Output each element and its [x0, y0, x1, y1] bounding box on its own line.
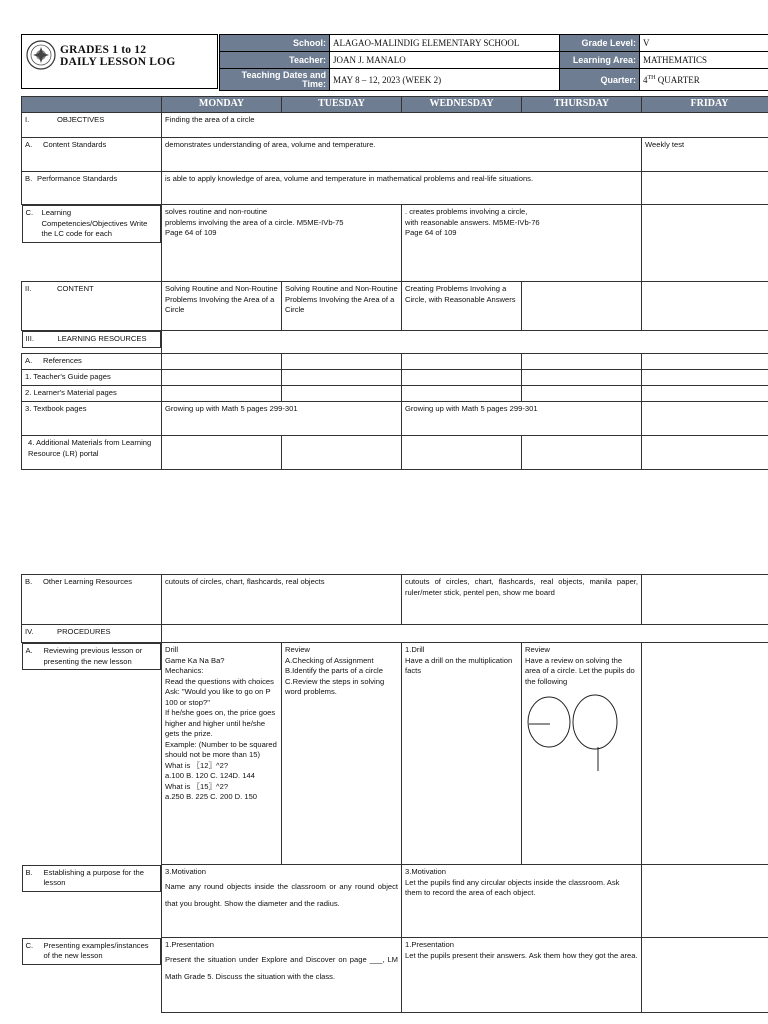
presenting-monday: [162, 938, 402, 1013]
day-friday: FRIDAY: [642, 97, 768, 113]
competencies-friday: [642, 205, 768, 282]
row-purpose: [22, 865, 768, 938]
procedures-label: IV. PROCEDURES: [22, 625, 162, 643]
competencies-label: C. Learning Competencies/Objectives Write the LC code for each: [22, 205, 162, 243]
lesson-table-part1: [21, 96, 768, 470]
reviewing-thursday: [522, 643, 642, 865]
title-dll: DAILY LESSON LOG: [60, 56, 176, 68]
other-resources-monday: cutouts of circles, chart, flashcards, real objects: [162, 575, 402, 625]
procedures-cell: [162, 625, 768, 643]
row-references: [22, 354, 768, 370]
tg-mon: [162, 370, 282, 386]
performance-standards-friday: [642, 172, 768, 205]
header-blank: [22, 97, 162, 113]
references-tue: [282, 354, 402, 370]
references-fri: [642, 354, 768, 370]
reviewing-monday: Drill Game Ka Na Ba? Mechanics: Read the questions with choices Ask: "Would you like to go on P 100 or stop?" If he/she goes on, the price goes higher and higher until he/she gets the prize. Example: (Number to be squared should not be more than 15) What is 〖12〗^2? a.100 B. 120 C. 124D. 144 What is 〖15〗^2? a.250 B. 225 C. 200 D. 150: [162, 643, 282, 865]
content-tuesday: Solving Routine and Non-Routine Problems Involving the Area of a Circle: [282, 282, 402, 331]
lm-thu: [522, 386, 642, 402]
teacher-label: Teacher:: [220, 52, 330, 69]
grade-label: Grade Level:: [560, 35, 640, 52]
add-wed: [402, 436, 522, 470]
row-learners-material: [22, 386, 768, 402]
add-fri: [642, 436, 768, 470]
presenting-monday-text: Present the situation under Explore and Discover on page ___, LM Math Grade 5. Discuss the situation with the class.: [165, 954, 399, 981]
teacher-value: JOAN J. MANALO: [330, 52, 560, 69]
row-content-standards: [22, 138, 768, 172]
other-resources-label: B. Other Learning Resources: [22, 575, 162, 625]
add-mon: [162, 436, 282, 470]
tg-wed: [402, 370, 522, 386]
purpose-monday: [162, 865, 402, 938]
quarter-superscript: TH: [647, 74, 656, 81]
row-other-resources: [22, 575, 768, 625]
header-info-table: [219, 34, 768, 91]
lm-tue: [282, 386, 402, 402]
reviewing-tuesday: Review A.Checking of Assignment B.Identify the parts of a circle C.Review the steps in solving word problems.: [282, 643, 402, 865]
content-wednesday: Creating Problems Involving a Circle, with Reasonable Answers: [402, 282, 522, 331]
references-mon: [162, 354, 282, 370]
day-wednesday: WEDNESDAY: [402, 97, 522, 113]
learners-material-label: 2. Learner's Material pages: [22, 386, 162, 402]
row-objectives: [22, 113, 768, 138]
references-label: A. References: [22, 354, 162, 370]
add-tue: [282, 436, 402, 470]
quarter-label: Quarter:: [560, 69, 640, 91]
objectives-label: I. OBJECTIVES: [22, 113, 162, 138]
presenting-friday: [642, 938, 768, 1013]
learning-resources-label: III. LEARNING RESOURCES: [22, 331, 162, 348]
performance-standards-label: B. Performance Standards: [22, 172, 162, 205]
circles-drawing: [525, 689, 637, 775]
purpose-wednesday: [402, 865, 642, 938]
lm-wed: [402, 386, 522, 402]
dates-label-line1: Teaching Dates and: [241, 69, 326, 80]
presenting-wednesday: [402, 938, 642, 1013]
row-procedures: [22, 625, 768, 643]
content-standards-label: A. Content Standards: [22, 138, 162, 172]
school-label: School:: [220, 35, 330, 52]
quarter-number: 4: [643, 74, 648, 85]
tg-tue: [282, 370, 402, 386]
day-tuesday: TUESDAY: [282, 97, 402, 113]
title-grades: GRADES 1 to 12: [60, 44, 147, 56]
textbook-wednesday: Growing up with Math 5 pages 299-301: [402, 402, 642, 436]
purpose-wednesday-title: 3.Motivation: [405, 867, 446, 876]
competencies-monday: solves routine and non-routine problems involving the area of a circle. M5ME-IVb-75 Page 64 of 109: [162, 205, 402, 282]
lesson-table-part2: [21, 574, 768, 1013]
reviewing-friday: [642, 643, 768, 865]
row-presenting: [22, 938, 768, 1013]
objectives-text: Finding the area of a circle: [162, 113, 768, 138]
row-performance-standards: [22, 172, 768, 205]
lm-mon: [162, 386, 282, 402]
other-resources-friday: [642, 575, 768, 625]
presenting-wednesday-title: 1.Presentation: [405, 940, 454, 949]
other-resources-wednesday: cutouts of circles, chart, flashcards, real objects, manila paper, ruler/meter stick, pentel pen, show me board: [402, 575, 642, 625]
presenting-label: C. Presenting examples/instances of the new lesson: [22, 938, 162, 965]
quarter-value: [640, 69, 768, 91]
row-teachers-guide: [22, 370, 768, 386]
performance-standards-text: is able to apply knowledge of area, volume and temperature in mathematical problems and real-life situations.: [162, 172, 642, 205]
reviewing-label: A. Reviewing previous lesson or presenting the new lesson: [22, 643, 162, 670]
presenting-monday-title: 1.Presentation: [165, 940, 214, 949]
content-standards-text: demonstrates understanding of area, volume and temperature.: [162, 138, 642, 172]
textbook-label: 3. Textbook pages: [22, 402, 162, 436]
tg-thu: [522, 370, 642, 386]
tg-fri: [642, 370, 768, 386]
content-monday: Solving Routine and Non-Routine Problems Involving the Area of a Circle: [162, 282, 282, 331]
purpose-label: B. Establishing a purpose for the lesson: [22, 865, 162, 892]
add-thu: [522, 436, 642, 470]
content-standards-friday: Weekly test: [642, 138, 768, 172]
presenting-wednesday-text: Let the pupils present their answers. Ask them how they got the area.: [405, 950, 638, 960]
teachers-guide-label: 1. Teacher's Guide pages: [22, 370, 162, 386]
row-textbook: [22, 402, 768, 436]
textbook-friday: [642, 402, 768, 436]
learning-resources-cell: [162, 331, 768, 354]
references-wed: [402, 354, 522, 370]
content-friday: [642, 282, 768, 331]
row-content: [22, 282, 768, 331]
deped-seal-icon: [26, 40, 56, 70]
purpose-wednesday-text: Let the pupils find any circular objects inside the classroom. Ask them to record the area of each object.: [405, 877, 620, 897]
day-thursday: THURSDAY: [522, 97, 642, 113]
area-label: Learning Area:: [560, 52, 640, 69]
row-learning-resources: [22, 331, 768, 354]
dates-label: [220, 69, 330, 91]
content-label: II. CONTENT: [22, 282, 162, 331]
content-thursday: [522, 282, 642, 331]
additional-materials-label: 4. Additional Materials from Learning Resource (LR) portal: [22, 436, 162, 470]
lm-fri: [642, 386, 768, 402]
references-thu: [522, 354, 642, 370]
circle-right: [573, 695, 617, 749]
textbook-monday: Growing up with Math 5 pages 299-301: [162, 402, 402, 436]
grade-value: V: [640, 35, 768, 52]
reviewing-wednesday: 1.Drill Have a drill on the multiplication facts: [402, 643, 522, 865]
purpose-monday-title: 3.Motivation: [165, 867, 206, 876]
school-value: ALAGAO-MALINDIG ELEMENTARY SCHOOL: [330, 35, 560, 52]
purpose-friday: [642, 865, 768, 938]
purpose-monday-text: Name any round objects inside the classroom or any round object that you brought. Show the diameter and the radius.: [165, 881, 399, 908]
quarter-word: QUARTER: [655, 74, 700, 85]
circle-left: [528, 697, 570, 747]
row-additional-materials: [22, 436, 768, 470]
day-monday: MONDAY: [162, 97, 282, 113]
title-box: [21, 34, 218, 89]
row-competencies: [22, 205, 768, 282]
dates-label-line2: Time:: [302, 78, 326, 89]
dates-value: MAY 8 – 12, 2023 (WEEK 2): [330, 69, 560, 91]
competencies-wednesday: . creates problems involving a circle, with reasonable answers. M5ME-IVb-76 Page 64 of 109: [402, 205, 642, 282]
row-reviewing: [22, 643, 768, 865]
area-value: MATHEMATICS: [640, 52, 768, 69]
reviewing-thursday-text: Review Have a review on solving the area of a circle. Let the pupils do the following: [525, 645, 635, 686]
